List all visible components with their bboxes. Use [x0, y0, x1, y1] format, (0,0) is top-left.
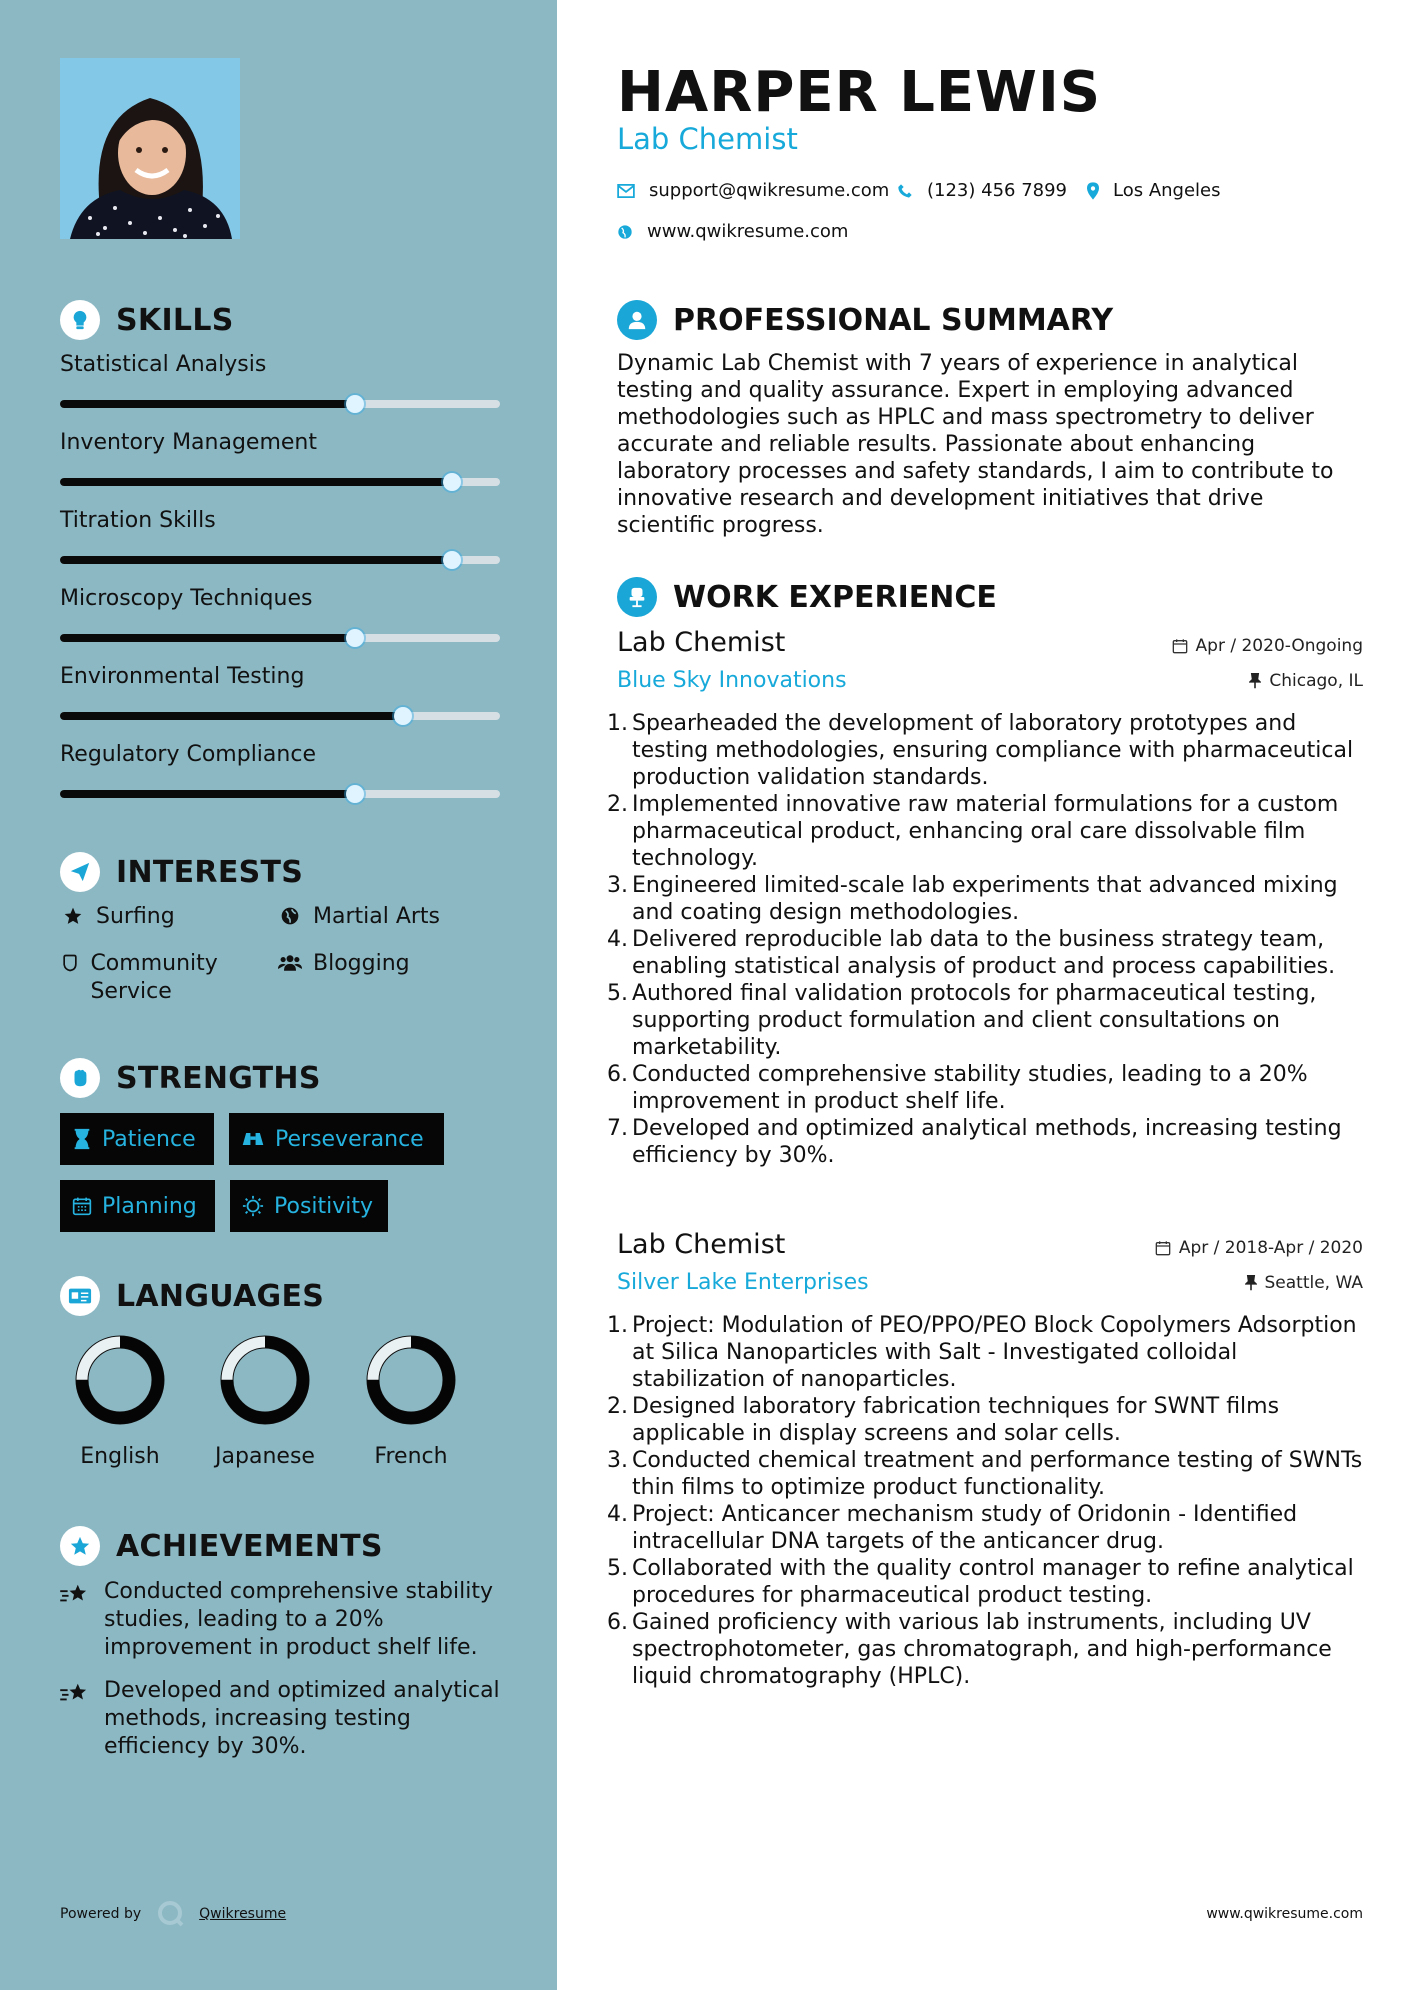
- strength-label: Positivity: [274, 1193, 374, 1219]
- bullet-number: 3.: [607, 873, 628, 898]
- language-item: [200, 1330, 330, 1469]
- achievement-item: [60, 1578, 500, 1662]
- job-bullet: [607, 1061, 1367, 1115]
- skill-bar-fill: [60, 556, 452, 564]
- skill-bar-fill: [60, 478, 452, 486]
- skill-bar-handle: [394, 707, 412, 725]
- users-icon: [277, 950, 303, 973]
- bullet-text: Collaborated with the quality control manager to refine analytical procedures for pharmaceutical product testing.: [632, 1556, 1354, 1608]
- job-company: Blue Sky Innovations: [617, 668, 847, 693]
- binoculars-icon: [241, 1129, 265, 1149]
- language-ring: [361, 1330, 461, 1430]
- candidate-role: Lab Chemist: [617, 122, 798, 156]
- skill-bar-fill: [60, 790, 355, 798]
- language-item: [55, 1330, 185, 1469]
- skill-bar: [60, 634, 500, 642]
- strength-label: Patience: [102, 1126, 196, 1152]
- job-location-text: Chicago, IL: [1269, 671, 1363, 691]
- skill-name: Regulatory Compliance: [60, 742, 316, 767]
- phone-text: (123) 456 7899: [927, 180, 1068, 201]
- star-icon: [60, 903, 86, 926]
- chair-icon: [617, 577, 657, 617]
- job-bullet: [607, 1501, 1367, 1555]
- job-bullet: [607, 1447, 1367, 1501]
- interest-item: [277, 903, 440, 931]
- sun-icon: [242, 1195, 264, 1217]
- strength-chip: [229, 1113, 444, 1165]
- skill-bar-fill: [60, 400, 355, 408]
- bullet-number: 1.: [607, 1313, 628, 1338]
- calendar-icon: [1172, 638, 1188, 654]
- lightbulb-icon: [60, 300, 100, 340]
- job-bullets: [607, 1312, 1367, 1690]
- bullet-number: 6.: [607, 1062, 628, 1087]
- contact-location: [1087, 180, 1221, 201]
- strength-chip: [230, 1180, 388, 1232]
- job-bullet: [607, 1312, 1367, 1393]
- language-ring: [215, 1330, 315, 1430]
- id-card-icon: [60, 1276, 100, 1316]
- skill-bar-handle: [346, 629, 364, 647]
- language-ring: [70, 1330, 170, 1430]
- skills-heading: [60, 300, 234, 340]
- email-text[interactable]: support@qwikresume.com: [649, 180, 890, 201]
- job-bullet: [607, 1555, 1367, 1609]
- powered-by: [60, 1900, 286, 1928]
- strength-label: Perseverance: [275, 1126, 424, 1152]
- strength-chip: [60, 1113, 214, 1165]
- job-bullet: [607, 872, 1367, 926]
- skill-bar: [60, 712, 500, 720]
- globe-icon: [277, 903, 303, 926]
- skill-bar: [60, 478, 500, 486]
- bullet-text: Project: Modulation of PEO/PPO/PEO Block Copolymers Adsorption at Silica Nanoparticles with Salt - Investigated colloidal stabilization of nanoparticles.: [632, 1313, 1357, 1392]
- award-star-icon: [60, 1526, 100, 1566]
- skill-name: Titration Skills: [60, 508, 216, 533]
- bullet-number: 3.: [607, 1448, 628, 1473]
- strengths-title: STRENGTHS: [116, 1060, 321, 1096]
- skill-name: Environmental Testing: [60, 664, 305, 689]
- powered-by-label: Powered by: [60, 1906, 142, 1922]
- skill-bar: [60, 556, 500, 564]
- job-dates-text: Apr / 2020-Ongoing: [1195, 636, 1363, 656]
- summary-heading: [617, 300, 1113, 340]
- bullet-number: 1.: [607, 711, 628, 736]
- interest-item: [60, 950, 260, 1006]
- interests-title: INTERESTS: [116, 854, 304, 890]
- language-label: English: [80, 1444, 160, 1469]
- skills-title: SKILLS: [116, 302, 234, 338]
- bullet-number: 4.: [607, 927, 628, 952]
- calendar-icon: [72, 1196, 92, 1216]
- job-bullet: [607, 710, 1367, 791]
- interest-item: [60, 903, 175, 931]
- skill-name: Microscopy Techniques: [60, 586, 313, 611]
- contact-website: [617, 221, 848, 242]
- achievement-text: Conducted comprehensive stability studies, leading to a 20% improvement in product shelf life.: [104, 1579, 493, 1660]
- skill-name: Inventory Management: [60, 430, 317, 455]
- skill-bar: [60, 400, 500, 408]
- bullet-text: Gained proficiency with various lab instruments, including UV spectrophotometer, gas chromatograph, and high-performance liquid chromatography (HPLC).: [632, 1610, 1332, 1689]
- bullet-text: Engineered limited-scale lab experiments that advanced mixing and coating design methodologies.: [632, 873, 1338, 925]
- interest-label: Surfing: [96, 904, 175, 929]
- job-title: Lab Chemist: [617, 627, 786, 658]
- bullet-text: Conducted comprehensive stability studies, leading to a 20% improvement in product shelf life.: [632, 1062, 1308, 1114]
- language-label: Japanese: [215, 1444, 315, 1469]
- strength-chip: [60, 1180, 215, 1232]
- shooting-star-icon: [60, 1578, 90, 1610]
- sidebar: [0, 0, 557, 1990]
- hourglass-icon: [72, 1128, 92, 1150]
- skill-bar: [60, 790, 500, 798]
- bullet-number: 5.: [607, 1556, 628, 1581]
- job-title: Lab Chemist: [617, 1229, 786, 1260]
- skill-item: [60, 428, 500, 486]
- language-item: [346, 1330, 476, 1469]
- achievements-title: ACHIEVEMENTS: [116, 1528, 383, 1564]
- hand-icon: [60, 950, 80, 973]
- strengths-heading: [60, 1058, 321, 1098]
- bullet-number: 4.: [607, 1502, 628, 1527]
- bullet-text: Project: Anticancer mechanism study of Oridonin - Identified intracellular DNA targets of the anticancer drug.: [632, 1502, 1298, 1554]
- job-bullet: [607, 791, 1367, 872]
- user-icon: [617, 300, 657, 340]
- job-bullet: [607, 1393, 1367, 1447]
- contact-email: [617, 180, 889, 201]
- bullet-text: Conducted chemical treatment and performance testing of SWNTs thin films to optimize product functionality.: [632, 1448, 1363, 1500]
- interest-label: Community Service: [90, 951, 218, 1004]
- qwikresume-link[interactable]: Qwikresume: [199, 1906, 287, 1922]
- strength-label: Planning: [102, 1193, 197, 1219]
- skill-bar-fill: [60, 712, 403, 720]
- pushpin-icon: [1249, 673, 1261, 689]
- map-pin-icon: [1087, 182, 1099, 200]
- bullet-text: Delivered reproducible lab data to the business strategy team, enabling statistical analysis of product and process capabilities.: [632, 927, 1336, 979]
- bullet-number: 7.: [607, 1116, 628, 1141]
- shooting-star-icon: [60, 1677, 90, 1709]
- skill-item: [60, 662, 500, 720]
- globe-icon: [617, 224, 633, 240]
- bullet-text: Authored final validation protocols for pharmaceutical testing, supporting product formulation and client consultations on marketability.: [632, 981, 1317, 1060]
- footer-url[interactable]: www.qwikresume.com: [1206, 1906, 1363, 1922]
- interest-label: Blogging: [313, 951, 410, 976]
- skill-item: [60, 506, 500, 564]
- summary-title: PROFESSIONAL SUMMARY: [673, 302, 1114, 338]
- bullet-number: 5.: [607, 981, 628, 1006]
- skill-item: [60, 740, 500, 798]
- skill-bar-handle: [346, 395, 364, 413]
- phone-icon: [897, 183, 913, 199]
- bullet-text: Spearheaded the development of laboratory prototypes and testing methodologies, ensuring compliance with pharmaceutical production validation standards.: [632, 711, 1354, 790]
- job-location: [1245, 1273, 1364, 1293]
- candidate-name: HARPER LEWIS: [617, 60, 1102, 125]
- interest-item: [277, 950, 410, 978]
- job-dates: [1172, 636, 1363, 656]
- languages-title: LANGUAGES: [116, 1278, 325, 1314]
- skill-item: [60, 350, 500, 408]
- skill-bar-fill: [60, 634, 355, 642]
- languages-heading: [60, 1276, 324, 1316]
- skill-bar-handle: [443, 551, 461, 569]
- interests-heading: [60, 852, 303, 892]
- experience-title: WORK EXPERIENCE: [673, 579, 997, 615]
- achievements-heading: [60, 1526, 383, 1566]
- envelope-icon: [617, 184, 635, 198]
- bullet-number: 2.: [607, 1394, 628, 1419]
- job-location: [1249, 671, 1363, 691]
- language-label: French: [374, 1444, 448, 1469]
- skill-bar-handle: [346, 785, 364, 803]
- website-text[interactable]: www.qwikresume.com: [647, 221, 849, 242]
- job-bullet: [607, 1115, 1367, 1169]
- job-bullets: [607, 710, 1367, 1169]
- paper-plane-icon: [60, 852, 100, 892]
- bullet-number: 2.: [607, 792, 628, 817]
- contact-phone: [897, 180, 1067, 201]
- job-bullet: [607, 1609, 1367, 1690]
- profile-photo: [60, 58, 240, 239]
- summary-text: Dynamic Lab Chemist with 7 years of experience in analytical testing and quality assurance. Expert in employing advanced methodologies such as HPLC and mass spectrometry to deliver accurate and reliable results. Passionate about enhancing laboratory processes and safety standards, I aim to contribute to innovative research and development initiatives that drive scientific progress.: [617, 351, 1334, 538]
- achievement-item: [60, 1677, 500, 1761]
- fist-icon: [60, 1058, 100, 1098]
- job-dates-text: Apr / 2018-Apr / 2020: [1178, 1238, 1363, 1258]
- job-company: Silver Lake Enterprises: [617, 1270, 869, 1295]
- interest-label: Martial Arts: [313, 904, 441, 929]
- job-bullet: [607, 980, 1367, 1061]
- bullet-number: 6.: [607, 1610, 628, 1635]
- job-bullet: [607, 926, 1367, 980]
- achievement-text: Developed and optimized analytical methods, increasing testing efficiency by 30%.: [104, 1678, 500, 1759]
- bullet-text: Designed laboratory fabrication techniques for SWNT films applicable in display screens and solar cells.: [632, 1394, 1280, 1446]
- calendar-icon: [1155, 1240, 1171, 1256]
- skill-item: [60, 584, 500, 642]
- job-dates: [1155, 1238, 1363, 1258]
- bullet-text: Developed and optimized analytical methods, increasing testing efficiency by 30%.: [632, 1116, 1342, 1168]
- bullet-text: Implemented innovative raw material formulations for a custom pharmaceutical product, enhancing oral care dissolvable film technology.: [632, 792, 1339, 871]
- experience-heading: [617, 577, 997, 617]
- job-location-text: Seattle, WA: [1264, 1273, 1363, 1293]
- main-content: [557, 0, 1407, 1990]
- skill-bar-handle: [443, 473, 461, 491]
- qwikresume-logo-icon: [157, 1900, 185, 1928]
- skill-name: Statistical Analysis: [60, 352, 267, 377]
- location-text: Los Angeles: [1113, 180, 1221, 201]
- pushpin-icon: [1245, 1275, 1257, 1291]
